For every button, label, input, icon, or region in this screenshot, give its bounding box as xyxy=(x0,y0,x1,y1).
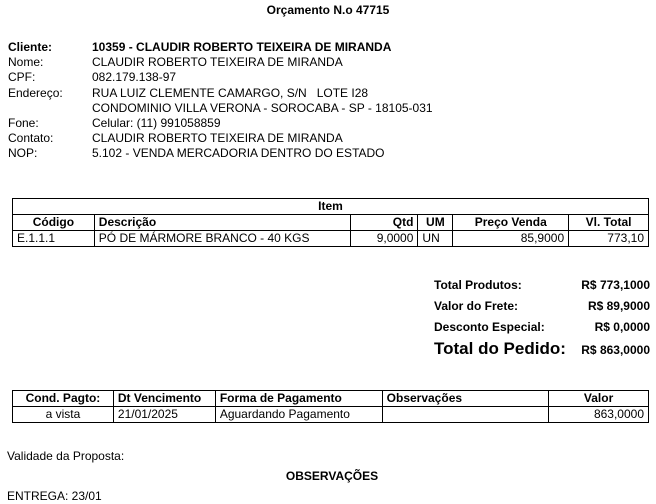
nome-value: CLAUDIR ROBERTO TEIXEIRA DE MIRANDA xyxy=(92,55,343,70)
nome-label: Nome: xyxy=(8,55,44,70)
valor-frete-row xyxy=(434,299,650,320)
contato-value: CLAUDIR ROBERTO TEIXEIRA DE MIRANDA xyxy=(92,131,343,146)
client-row xyxy=(8,40,433,55)
item-descricao: PÓ DE MÁRMORE BRANCO - 40 KGS xyxy=(94,231,350,247)
item-total: 773,10 xyxy=(569,231,649,247)
total-produtos-label: Total Produtos: xyxy=(434,278,522,292)
item-preco: 85,9000 xyxy=(453,231,569,247)
total-pedido-row xyxy=(434,339,650,359)
items-header-um: UM xyxy=(418,215,453,231)
table-row xyxy=(13,407,649,423)
nome-row xyxy=(8,55,433,70)
total-produtos-value: R$ 773,1000 xyxy=(581,278,650,292)
pay-forma: Aguardando Pagamento xyxy=(215,407,382,423)
items-table xyxy=(12,198,649,247)
item-qtd: 9,0000 xyxy=(350,231,418,247)
valor-frete-label: Valor do Frete: xyxy=(434,299,519,313)
item-um: UN xyxy=(418,231,453,247)
nop-row xyxy=(8,146,433,161)
cpf-value: 082.179.138-97 xyxy=(92,70,177,85)
total-produtos-row xyxy=(434,278,650,299)
desconto-row xyxy=(434,320,650,339)
total-pedido-label: Total do Pedido: xyxy=(434,339,566,358)
nop-label: NOP: xyxy=(8,146,38,161)
validade-proposta: Validade da Proposta: xyxy=(7,449,125,463)
pay-cond: a vista xyxy=(13,407,114,423)
contato-row xyxy=(8,131,433,146)
cliente-label: Cliente: xyxy=(8,40,53,54)
pay-header-observacoes: Observações xyxy=(382,391,549,407)
pay-header-valor: Valor xyxy=(549,391,649,407)
cliente-value: 10359 - CLAUDIR ROBERTO TEIXEIRA DE MIRANDA xyxy=(92,40,392,54)
table-row xyxy=(13,231,649,247)
pay-vencimento: 21/01/2025 xyxy=(113,407,215,423)
pay-header-vencimento: Dt Vencimento xyxy=(113,391,215,407)
entrega-note: ENTREGA: 23/01 xyxy=(7,489,102,503)
observacoes-title: OBSERVAÇÕES xyxy=(285,469,379,483)
total-pedido-value: R$ 863,0000 xyxy=(581,343,650,357)
pay-observacoes xyxy=(382,407,549,423)
nop-value: 5.102 - VENDA MERCADORIA DENTRO DO ESTADO xyxy=(92,146,385,161)
desconto-value: R$ 0,0000 xyxy=(594,320,650,334)
client-info xyxy=(8,40,433,162)
endereco-line1: RUA LUIZ CLEMENTE CAMARGO, S/N LOTE I28 xyxy=(92,85,369,100)
endereco-line2: CONDOMINIO VILLA VERONA - SOROCABA - SP - 18105-031 xyxy=(92,100,433,115)
cpf-label: CPF: xyxy=(8,70,36,85)
fone-label: Fone: xyxy=(8,115,39,130)
totals-block xyxy=(434,278,650,359)
fone-row xyxy=(8,116,433,131)
items-header-preco: Preço Venda xyxy=(453,215,569,231)
items-header-descricao: Descrição xyxy=(94,215,350,231)
item-codigo: E.1.1.1 xyxy=(13,231,95,247)
endereco-row xyxy=(8,86,433,101)
cpf-row xyxy=(8,70,433,85)
document-title: Orçamento N.o 47715 xyxy=(266,3,390,17)
items-header-total: Vl. Total xyxy=(569,215,649,231)
endereco-label: Endereço: xyxy=(8,85,63,100)
pay-valor: 863,0000 xyxy=(549,407,649,423)
payment-table xyxy=(12,390,649,423)
desconto-label: Desconto Especial: xyxy=(434,320,545,334)
valor-frete-value: R$ 89,9000 xyxy=(587,299,650,313)
pay-header-forma: Forma de Pagamento xyxy=(215,391,382,407)
items-caption: Item xyxy=(13,199,649,215)
fone-value: Celular: (11) 991058859 xyxy=(92,115,221,130)
contato-label: Contato: xyxy=(8,131,54,146)
pay-header-cond: Cond. Pagto: xyxy=(13,391,114,407)
items-header-codigo: Código xyxy=(13,215,95,231)
items-header-qtd: Qtd xyxy=(350,215,418,231)
endereco-row-2 xyxy=(8,101,433,116)
